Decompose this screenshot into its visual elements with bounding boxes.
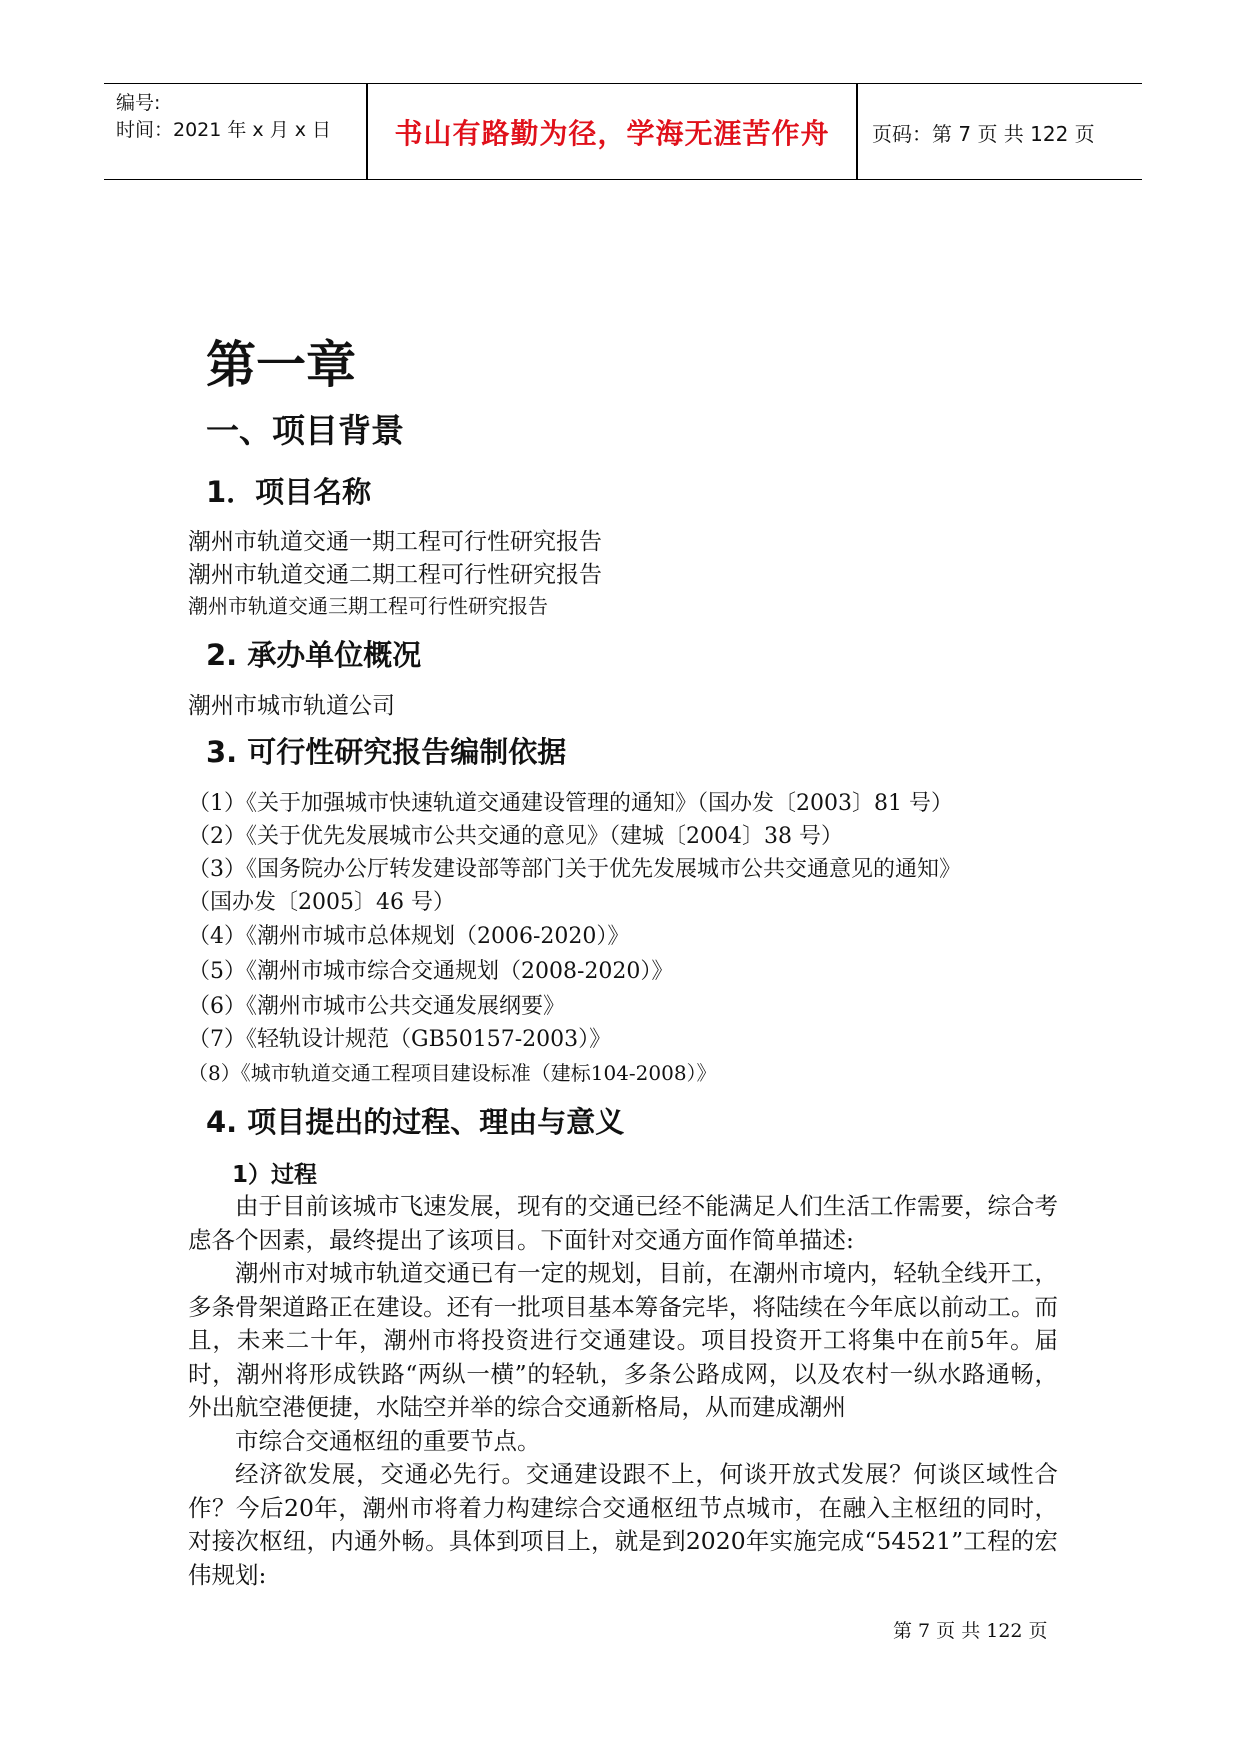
- project-name-line: 潮州市轨道交通一期工程可行性研究报告: [188, 529, 602, 555]
- paragraph: 经济欲发展，交通必先行。交通建设跟不上，何谈开放式发展？何谈区域性合作？今后20年，潮州市将着力构建综合交通枢纽节点城市，在融入主枢纽的同时，对接次枢纽，内通外畅。具体到项目上，就是到2020年实施完成“54521”工程的宏伟规划:: [188, 1460, 1058, 1589]
- number-label: 编号:: [116, 92, 161, 114]
- subsection-title-4: 4. 项目提出的过程、理由与意义: [206, 1105, 625, 1139]
- reference-item: （4）《潮州市城市总体规划（2006-2020）》: [188, 924, 630, 949]
- subsection-title-3: 3. 可行性研究报告编制依据: [206, 735, 567, 769]
- reference-item: （国办发〔2005〕46 号）: [188, 890, 455, 915]
- header-meta: [116, 90, 364, 144]
- reference-item: （8）《城市轨道交通工程项目建设标准（建标104-2008）》: [188, 1061, 717, 1085]
- organization-line: 潮州市城市轨道公司: [188, 693, 395, 719]
- project-name-line: 潮州市轨道交通二期工程可行性研究报告: [188, 562, 602, 588]
- body-text: [188, 1190, 1058, 1592]
- reference-item: （3）《国务院办公厅转发建设部等部门关于优先发展城市公共交通意见的通知》: [188, 857, 961, 882]
- section-title: 一、项目背景: [206, 411, 404, 450]
- header-divider: [856, 84, 858, 179]
- reference-item: （2）《关于优先发展城市公共交通的意见》（建城〔2004〕38 号）: [188, 824, 843, 849]
- project-name-line: 潮州市轨道交通三期工程可行性研究报告: [188, 594, 548, 618]
- page-header: [104, 83, 1142, 180]
- page-footer: 第 7 页 共 122 页: [893, 1620, 1048, 1642]
- part-title: 1）过程: [232, 1162, 318, 1188]
- subsection-title-2: 2. 承办单位概况: [206, 638, 422, 672]
- reference-item: （7）《轻轨设计规范（GB50157-2003）》: [188, 1027, 612, 1052]
- time-label: 时间：2021 年 x 月 x 日: [116, 119, 332, 141]
- header-page-label: 页码：第 7 页 共 122 页: [872, 122, 1095, 146]
- paragraph: 潮州市对城市轨道交通已有一定的规划，目前，在潮州市境内，轻轨全线开工，多条骨架道路正在建设。还有一批项目基本筹备完毕，将陆续在今年底以前动工。而且，未来二十年，潮州市将投资进行交通建设。项目投资开工将集中在前5年。届时，潮州将形成铁路“两纵一横”的轻轨，多条公路成网，以及农村一纵水路通畅，外出航空港便捷，水陆空并举的综合交通新格局，从而建成潮州: [188, 1259, 1058, 1421]
- paragraph: 由于目前该城市飞速发展，现有的交通已经不能满足人们生活工作需要，综合考虑各个因素，最终提出了该项目。下面针对交通方面作简单描述:: [188, 1192, 1058, 1254]
- header-motto: 书山有路勤为径，学海无涯苦作舟: [394, 117, 830, 150]
- reference-item: （1）《关于加强城市快速轨道交通建设管理的通知》（国办发〔2003〕81 号）: [188, 791, 953, 816]
- subsection-title-1: 1．项目名称: [206, 475, 372, 509]
- chapter-title: 第一章: [206, 336, 356, 394]
- paragraph: 市综合交通枢纽的重要节点。: [235, 1426, 541, 1455]
- reference-item: （5）《潮州市城市综合交通规划（2008-2020）》: [188, 959, 674, 984]
- reference-item: （6）《潮州市城市公共交通发展纲要》: [188, 994, 565, 1019]
